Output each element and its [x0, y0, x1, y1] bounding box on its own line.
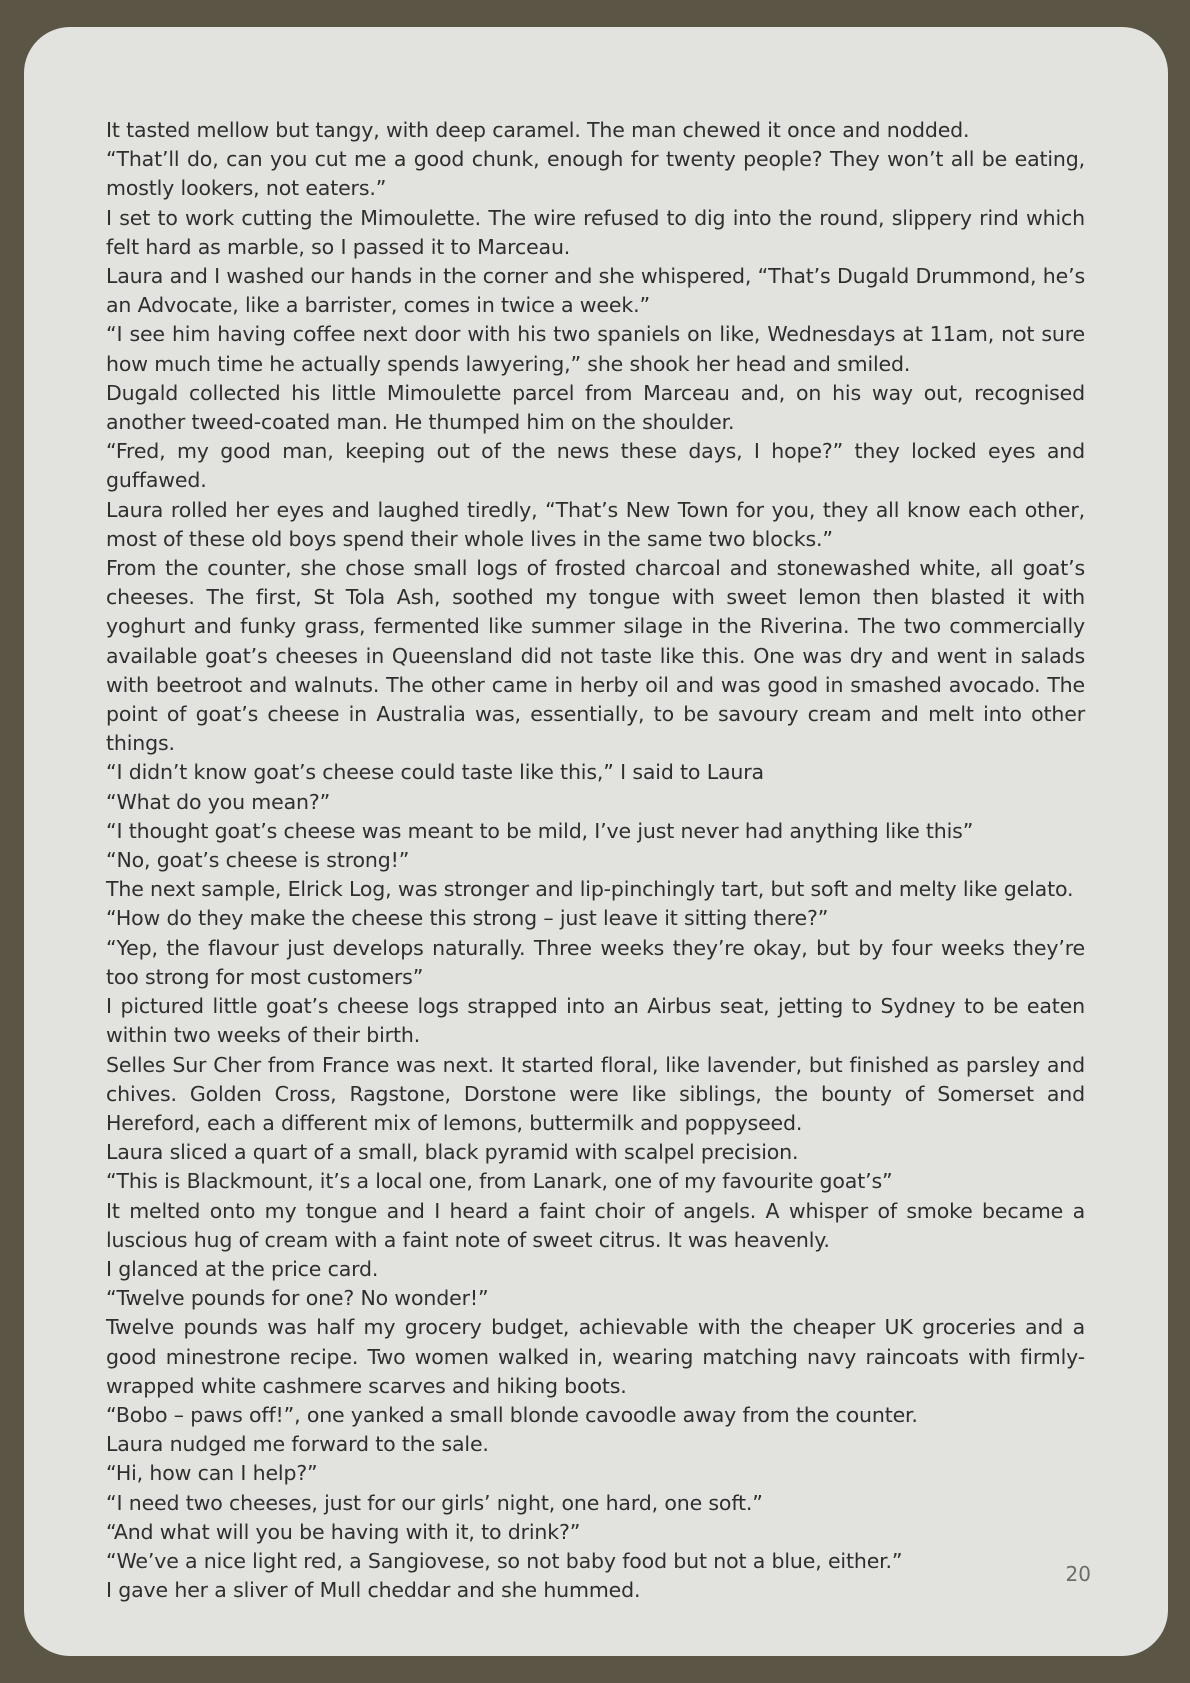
paragraph: “I thought goat’s cheese was meant to be mild, I’ve just never had anything like this” — [106, 818, 974, 843]
paragraph: “That’ll do, can you cut me a good chunk, enough for twenty people? They won’t all be eating, mostly lookers, not eaters.” — [106, 147, 1085, 201]
body-text — [106, 116, 1085, 1605]
paragraph: Dugald collected his little Mimoulette parcel from Marceau and, on his way out, recognised another tweed-coated man. He thumped him on the shoulder. — [106, 380, 1085, 435]
paragraph: Laura nudged me forward to the sale. — [106, 1432, 489, 1457]
paragraph: Laura and I washed our hands in the corner and she whispered, “That’s Dugald Drummond, he’s an Advocate, like a barrister, comes in twice a week.” — [106, 264, 1085, 318]
paragraph: “Hi, how can I help?” — [106, 1461, 318, 1486]
paragraph: “We’ve a nice light red, a Sangiovese, so not baby food but not a blue, either.” — [106, 1548, 903, 1573]
paragraph: “Fred, my good man, keeping out of the news these days, I hope?” they locked eyes and guffawed. — [106, 439, 1085, 493]
page-number: 20 — [1065, 1562, 1091, 1586]
paragraph: “I didn’t know goat’s cheese could taste like this,” I said to Laura — [106, 760, 764, 785]
paragraph: “I need two cheeses, just for our girls’ night, one hard, one soft.” — [106, 1490, 763, 1515]
paragraph: “This is Blackmount, it’s a local one, from Lanark, one of my favourite goat’s” — [106, 1169, 893, 1194]
paragraph: From the counter, she chose small logs of frosted charcoal and stonewashed white, all goat’s cheeses. The first, St Tola Ash, soothed my tongue with sweet lemon then blasted it with yoghurt and funky grass, fermented like summer silage in the Riverina. The two commercially available goat’s cheeses in Queensland did not taste like this. One was dry and went in salads with beetroot and walnuts. The other came in herby oil and was good in smashed avocado. The point of goat’s cheese in Australia was, essentially, to be savoury cream and melt into other things. — [106, 556, 1085, 756]
paragraph: “Yep, the flavour just develops naturally. Three weeks they’re okay, but by four weeks they’re too strong for most customers” — [106, 935, 1085, 989]
paragraph: It melted onto my tongue and I heard a faint choir of angels. A whisper of smoke became a luscious hug of cream with a faint note of sweet citrus. It was heavenly. — [106, 1198, 1085, 1252]
paragraph: Laura sliced a quart of a small, black pyramid with scalpel precision. — [106, 1140, 799, 1165]
paragraph: “Twelve pounds for one? No wonder!” — [106, 1286, 489, 1311]
paragraph: “I see him having coffee next door with his two spaniels on like, Wednesdays at 11am, not sure how much time he actually spends lawyering,” she shook her head and smiled. — [106, 322, 1085, 376]
page-sheet — [24, 27, 1168, 1656]
paragraph: “No, goat’s cheese is strong!” — [106, 848, 410, 873]
paragraph: It tasted mellow but tangy, with deep caramel. The man chewed it once and nodded. — [106, 118, 970, 142]
paragraph: I glanced at the price card. — [106, 1256, 379, 1281]
paragraph: Twelve pounds was half my grocery budget, achievable with the cheaper UK groceries and a good minestrone recipe. Two women walked in, wearing matching navy raincoats with firmly-wrapped white cashmere scarves and hiking boots. — [106, 1315, 1085, 1398]
paragraph: “How do they make the cheese this strong – just leave it sitting there?” — [106, 906, 829, 931]
paragraph: Selles Sur Cher from France was next. It started floral, like lavender, but finished as parsley and chives. Golden Cross, Ragstone, Dorstone were like siblings, the bounty of Somerset and Hereford, each a different mix of lemons, buttermilk and poppyseed. — [106, 1052, 1085, 1135]
paragraph: “And what will you be having with it, to drink?” — [106, 1519, 581, 1544]
paragraph: I gave her a sliver of Mull cheddar and she hummed. — [106, 1578, 641, 1603]
paragraph: I pictured little goat’s cheese logs strapped into an Airbus seat, jetting to Sydney to be eaten within two weeks of their birth. — [106, 994, 1085, 1048]
paragraph: I set to work cutting the Mimoulette. The wire refused to dig into the round, slippery rind which felt hard as marble, so I passed it to Marceau. — [106, 205, 1085, 259]
paragraph: “Bobo – paws off!”, one yanked a small blonde cavoodle away from the counter. — [106, 1402, 918, 1427]
paragraph: Laura rolled her eyes and laughed tiredly, “That’s New Town for you, they all know each other, most of these old boys spend their whole lives in the same two blocks.” — [106, 497, 1085, 551]
paragraph: “What do you mean?” — [106, 789, 331, 814]
paragraph: The next sample, Elrick Log, was stronger and lip-pinchingly tart, but soft and melty like gelato. — [106, 877, 1074, 902]
